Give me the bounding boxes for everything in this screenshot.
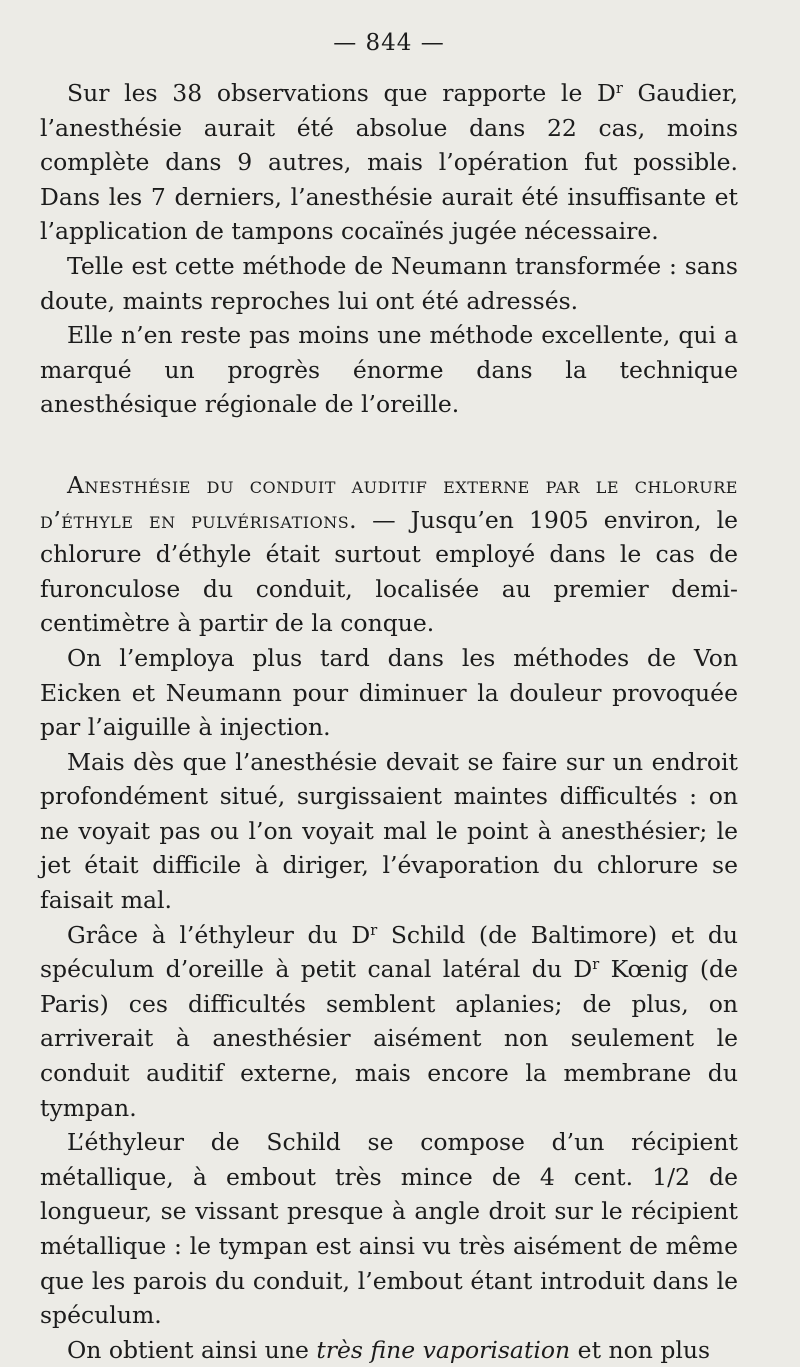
paragraph-observations bbox=[40, 76, 738, 249]
paragraph-schild-koenig bbox=[40, 918, 738, 1126]
paragraph-text: Schild (de Baltimore) et du spéculum d’oreille à petit canal latéral du D bbox=[40, 920, 738, 984]
paragraph-text: Grâce à l’éthyleur du D bbox=[67, 920, 371, 949]
paragraph-vaporisation bbox=[40, 1333, 738, 1367]
paragraph-neumann-method: Telle est cette méthode de Neumann transformée : sans doute, maints reproches lui ont été adressés. bbox=[40, 251, 738, 315]
paragraph-text: et non plus bbox=[570, 1335, 711, 1364]
section-heading: Anesthésie du conduit auditif externe par le chlorure d’éthyle en pulvérisations. bbox=[40, 470, 738, 534]
superscript: r bbox=[615, 80, 623, 97]
paragraph-text: Kœnig (de Paris) ces difficultés semblent aplanies; de plus, on arriverait à anesthésier aisément non seulement le conduit auditif externe, mais encore la membrane du tympan. bbox=[40, 955, 738, 1122]
superscript: r bbox=[370, 921, 378, 939]
paragraph-text: Sur les 38 observations que rapporte le D bbox=[67, 79, 616, 107]
emphasis-text: très fine vaporisation bbox=[316, 1335, 571, 1364]
paragraph-text: On obtient ainsi une bbox=[67, 1335, 317, 1364]
superscript: r bbox=[592, 956, 600, 974]
page-number: — 844 — bbox=[333, 30, 445, 56]
paragraph-text: — Jusqu’en 1905 environ, le chlorure d’éthyle était surtout employé dans le cas de furonculose du conduit, localisée au premier demi-centimètre à partir de la conque. bbox=[40, 505, 738, 638]
paragraph-text: Gaudier, l’anesthésie aurait été absolue dans 22 cas, moins complète dans 9 autres, mais l’opération fut possible. Dans les 7 derniers, l’anesthésie aurait été insuffisante et l’application de tampons cocaïnés jugée nécessaire. bbox=[40, 79, 738, 246]
section-spacer bbox=[40, 422, 738, 468]
paragraph-difficulties: Mais dès que l’anesthésie devait se faire sur un endroit profondément situé, surgissaient maintes difficultés : on ne voyait pas ou l’on voyait mal le point à anesthésier; le jet était difficile à diriger, l’évaporation du chlorure se faisait mal. bbox=[40, 747, 738, 915]
paragraph-ethyleur-description: L’éthyleur de Schild se compose d’un récipient métallique, à embout très mince de 4 cent. 1/2 de longueur, se vissant presque à angle droit sur le récipient métallique : le tympan est ainsi vu très aisément de même que les parois du conduit, l’embout étant introduit dans le spéculum. bbox=[40, 1128, 738, 1330]
paragraph-von-eicken: On l’employa plus tard dans les méthodes de Von Eicken et Neumann pour diminuer la douleur provoquée par l’aiguille à injection. bbox=[40, 643, 738, 742]
section-ethyl-chloride bbox=[40, 468, 738, 641]
paragraph-excellent-method: Elle n’en reste pas moins une méthode excellente, qui a marqué un progrès énorme dans la technique anesthésique régionale de l’oreille. bbox=[40, 321, 738, 419]
